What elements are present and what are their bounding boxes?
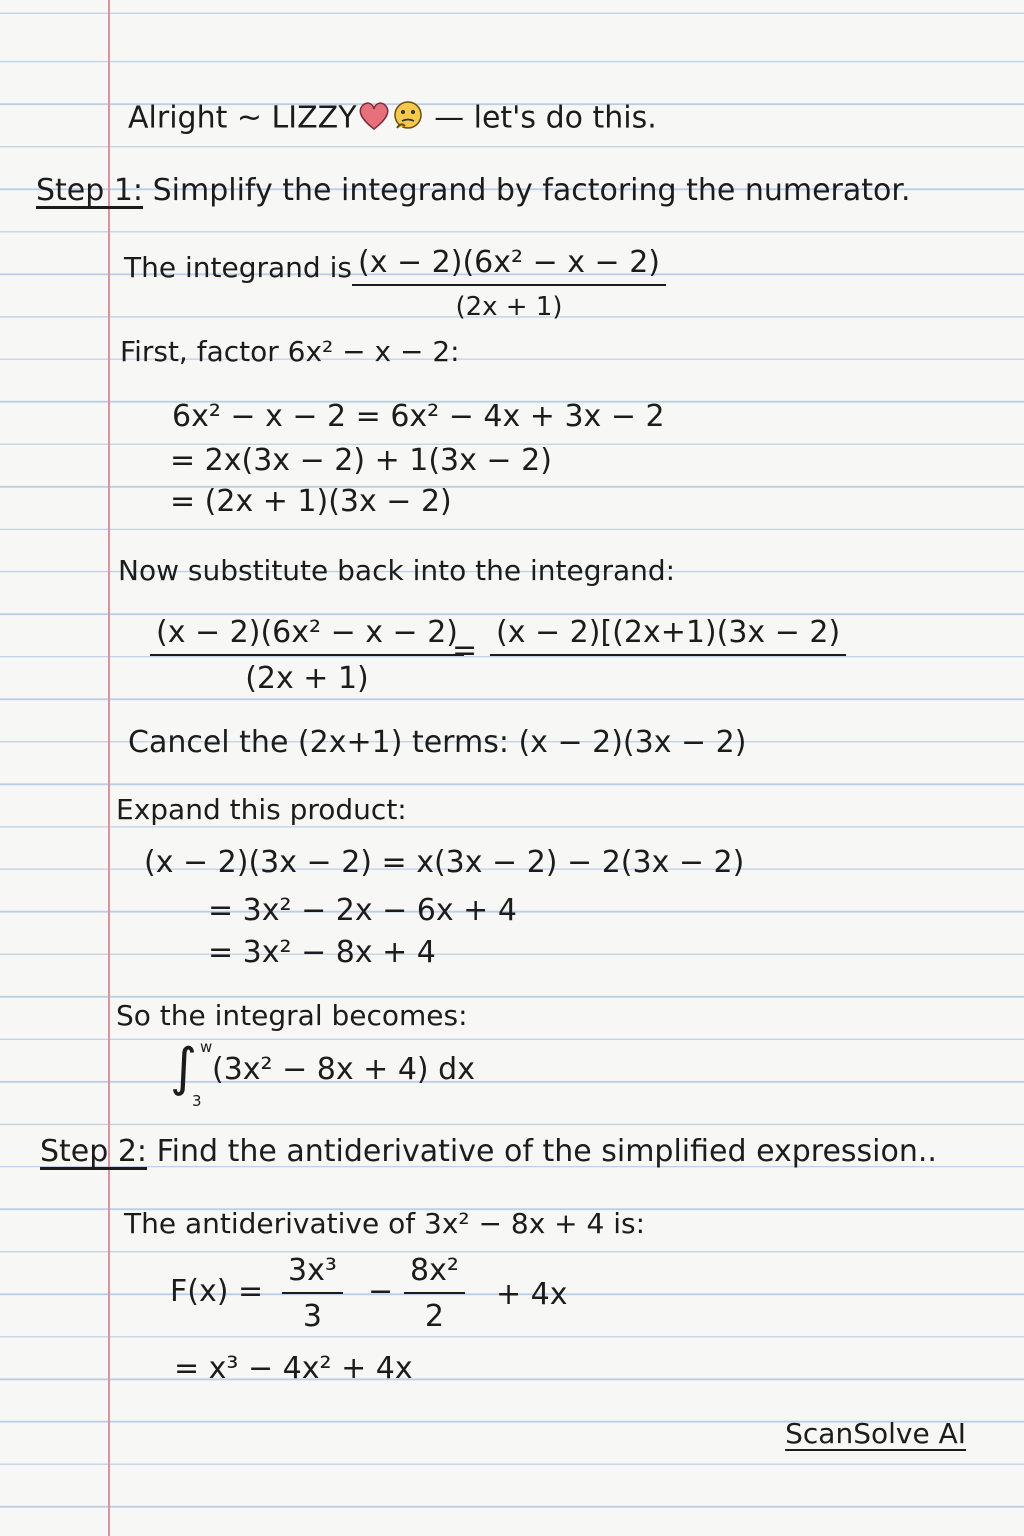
fraction-1-denominator: 3	[302, 1299, 322, 1334]
factor-line-1: 6x² − x − 2 = 6x² − 4x + 3x − 2	[172, 399, 665, 434]
substitute-equals: =	[452, 633, 478, 668]
integral-sign: ∫	[170, 1038, 198, 1098]
integral-upper-limit: w	[200, 1038, 213, 1056]
fraction-2-denominator: 2	[424, 1299, 444, 1334]
antiderivative-intro: The antiderivative of 3x² − 8x + 4 is:	[124, 1207, 646, 1240]
greeting-post: — let's do this.	[424, 100, 657, 136]
cancel-line: Cancel the (2x+1) terms: (x − 2)(3x − 2)	[128, 725, 747, 760]
antiderivative-tail: + 4x	[496, 1277, 568, 1312]
expand-line-1: (x − 2)(3x − 2) = x(3x − 2) − 2(3x − 2)	[144, 845, 745, 880]
step2-title: Find the antiderivative of the simplified expression..	[156, 1134, 937, 1169]
step1-heading	[36, 173, 911, 208]
antiderivative-fraction-1	[282, 1253, 343, 1334]
antiderivative-final-line: = x³ − 4x² + 4x	[174, 1351, 413, 1386]
substitute-left-numerator: (x − 2)(6x² − x − 2)	[150, 618, 464, 656]
integrand-numerator: (x − 2)(6x² − x − 2)	[352, 248, 666, 286]
step1-label: Step 1:	[36, 173, 144, 208]
integrand-denominator: (2x + 1)	[455, 292, 563, 322]
substitute-left-fraction	[150, 615, 464, 696]
factor-intro: First, factor 6x² − x − 2:	[120, 335, 460, 368]
brand-watermark: ScanSolve AI	[785, 1417, 966, 1450]
factor-line-3: = (2x + 1)(3x − 2)	[170, 484, 452, 519]
integral-lower-limit: 3	[192, 1092, 202, 1110]
step1-title: Simplify the integrand by factoring the numerator.	[152, 173, 911, 208]
heart-icon	[357, 101, 391, 137]
antiderivative-fraction-2	[404, 1253, 465, 1334]
thinking-face-icon	[391, 100, 425, 138]
expand-line-2: = 3x² − 2x − 6x + 4	[208, 893, 517, 928]
fraction-1-numerator: 3x³	[282, 1256, 343, 1294]
greeting-pre: Alright ~ LIZZY	[128, 100, 357, 136]
expand-line-3: = 3x² − 8x + 4	[208, 935, 436, 970]
integral-intro: So the integral becomes:	[116, 999, 468, 1032]
fx-label: F(x) =	[170, 1274, 264, 1309]
substitute-intro: Now substitute back into the integrand:	[118, 554, 676, 587]
substitute-right-fraction	[490, 615, 846, 656]
greeting-line	[128, 100, 657, 138]
integrand-intro: The integrand is	[124, 251, 352, 284]
expand-intro: Expand this product:	[116, 793, 407, 826]
antiderivative-minus: −	[368, 1274, 394, 1309]
factor-line-2: = 2x(3x − 2) + 1(3x − 2)	[170, 443, 552, 478]
notebook-margin-line	[108, 0, 110, 1536]
substitute-right-numerator: (x − 2)[(2x+1)(3x − 2)	[490, 618, 846, 656]
substitute-left-denominator: (2x + 1)	[245, 661, 369, 696]
fraction-2-numerator: 8x²	[404, 1256, 465, 1294]
integral-expression: (3x² − 8x + 4) dx	[212, 1052, 475, 1087]
step2-label: Step 2:	[40, 1134, 148, 1169]
step2-heading	[40, 1134, 937, 1169]
integrand-fraction	[352, 245, 666, 322]
